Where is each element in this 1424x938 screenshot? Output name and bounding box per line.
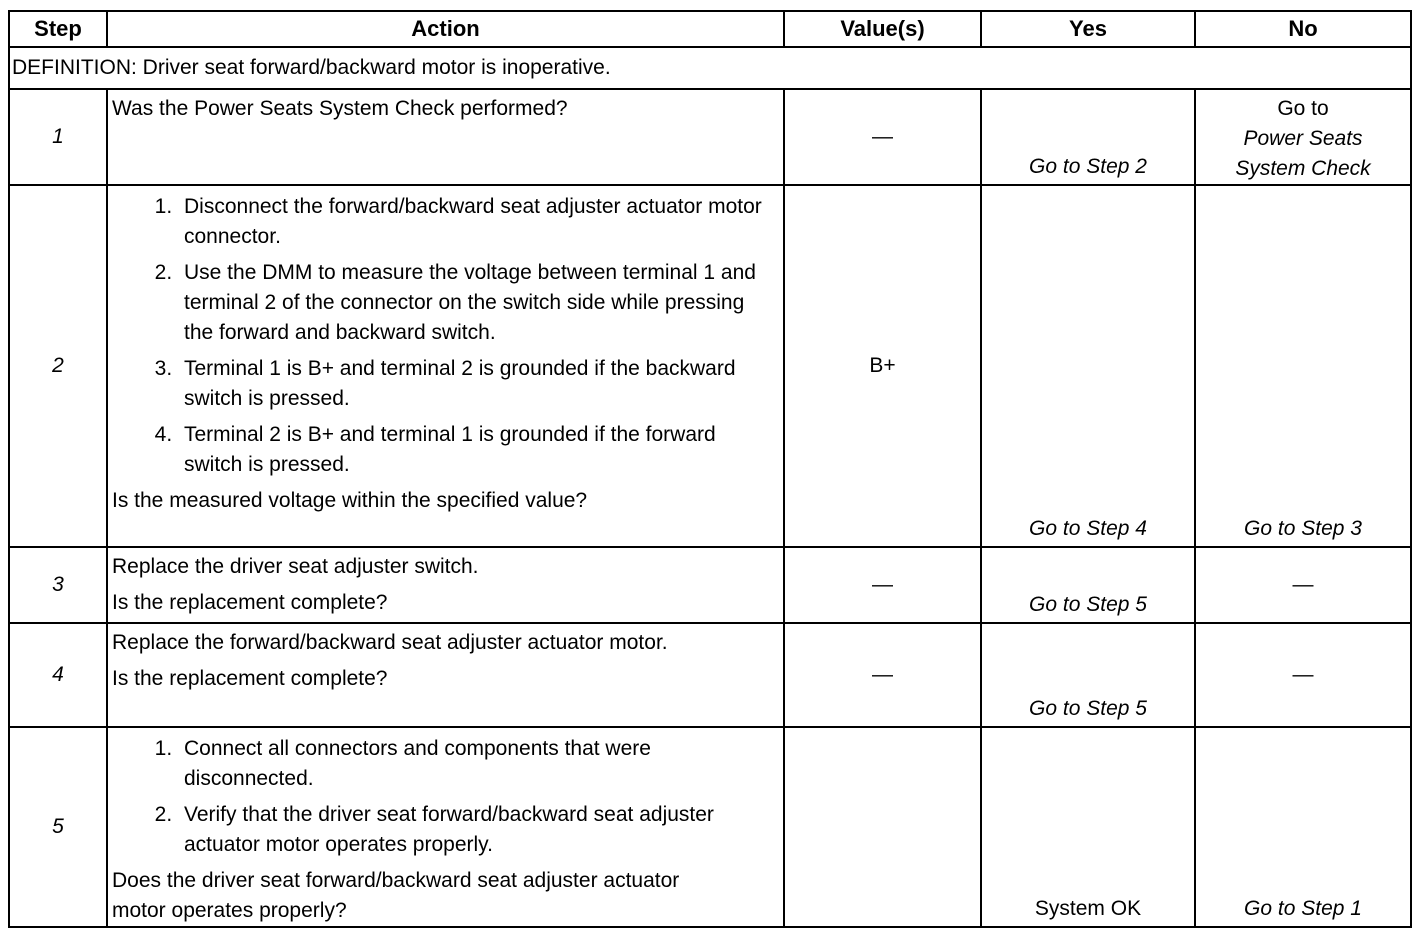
action-list (112, 734, 775, 860)
yes-cell: Go to Step 5 (981, 547, 1195, 623)
no-cell (1195, 89, 1411, 185)
list-item: 1. Connect all connectors and components that were disconnected. (178, 734, 775, 794)
definition-text: DEFINITION: Driver seat forward/backward motor is inoperative. (9, 47, 1411, 89)
action-question: Is the measured voltage within the specified value? (112, 489, 588, 512)
no-line-1: Go to (1277, 97, 1329, 120)
step-number: 1 (9, 89, 107, 185)
action-instruction: Replace the driver seat adjuster switch. (112, 555, 479, 578)
header-no: No (1195, 11, 1411, 47)
yes-cell: Go to Step 5 (981, 623, 1195, 727)
action-list (112, 192, 775, 480)
no-cell: Go to Step 3 (1195, 185, 1411, 547)
no-line-3: System Check (1235, 157, 1371, 180)
action-cell (107, 727, 784, 927)
header-step: Step (9, 11, 107, 47)
step-number: 3 (9, 547, 107, 623)
diagnostic-table-container (8, 10, 1412, 928)
action-cell (107, 185, 784, 547)
yes-cell: Go to Step 4 (981, 185, 1195, 547)
yes-cell: Go to Step 2 (981, 89, 1195, 185)
list-item: 3. Terminal 1 is B+ and terminal 2 is grounded if the backward switch is pressed. (178, 354, 775, 414)
list-item: 2. Verify that the driver seat forward/backward seat adjuster actuator motor operates properly. (178, 800, 775, 860)
list-item: 1. Disconnect the forward/backward seat adjuster actuator motor connector. (178, 192, 775, 252)
header-yes: Yes (981, 11, 1195, 47)
action-cell (107, 89, 784, 185)
list-item: 4. Terminal 2 is B+ and terminal 1 is grounded if the forward switch is pressed. (178, 420, 775, 480)
action-question: Is the replacement complete? (112, 667, 388, 690)
value-cell: — (784, 89, 981, 185)
table-row-step-2 (9, 185, 1411, 547)
table-row-step-3 (9, 547, 1411, 623)
action-question: Does the driver seat forward/backward seat adjuster actuator motor operates properly? (112, 869, 680, 922)
header-action: Action (107, 11, 784, 47)
action-question: Was the Power Seats System Check performed? (112, 97, 568, 120)
table-row-step-1 (9, 89, 1411, 185)
value-cell: — (784, 623, 981, 727)
step-number: 5 (9, 727, 107, 927)
definition-row (9, 47, 1411, 89)
action-cell (107, 547, 784, 623)
header-row (9, 11, 1411, 47)
value-cell: — (784, 547, 981, 623)
value-cell (784, 727, 981, 927)
no-line-2: Power Seats (1243, 127, 1363, 150)
table-row-step-5 (9, 727, 1411, 927)
table-row-step-4 (9, 623, 1411, 727)
value-cell: B+ (784, 185, 981, 547)
action-instruction: Replace the forward/backward seat adjuster actuator motor. (112, 631, 668, 654)
step-number: 2 (9, 185, 107, 547)
header-values: Value(s) (784, 11, 981, 47)
yes-cell: System OK (981, 727, 1195, 927)
no-cell: — (1195, 547, 1411, 623)
action-question: Is the replacement complete? (112, 591, 388, 614)
no-cell: — (1195, 623, 1411, 727)
diagnostic-table (8, 10, 1412, 928)
list-item: 2. Use the DMM to measure the voltage between terminal 1 and terminal 2 of the connector on the switch side while pressing the forward and backward switch. (178, 258, 775, 348)
no-cell: Go to Step 1 (1195, 727, 1411, 927)
action-cell (107, 623, 784, 727)
step-number: 4 (9, 623, 107, 727)
